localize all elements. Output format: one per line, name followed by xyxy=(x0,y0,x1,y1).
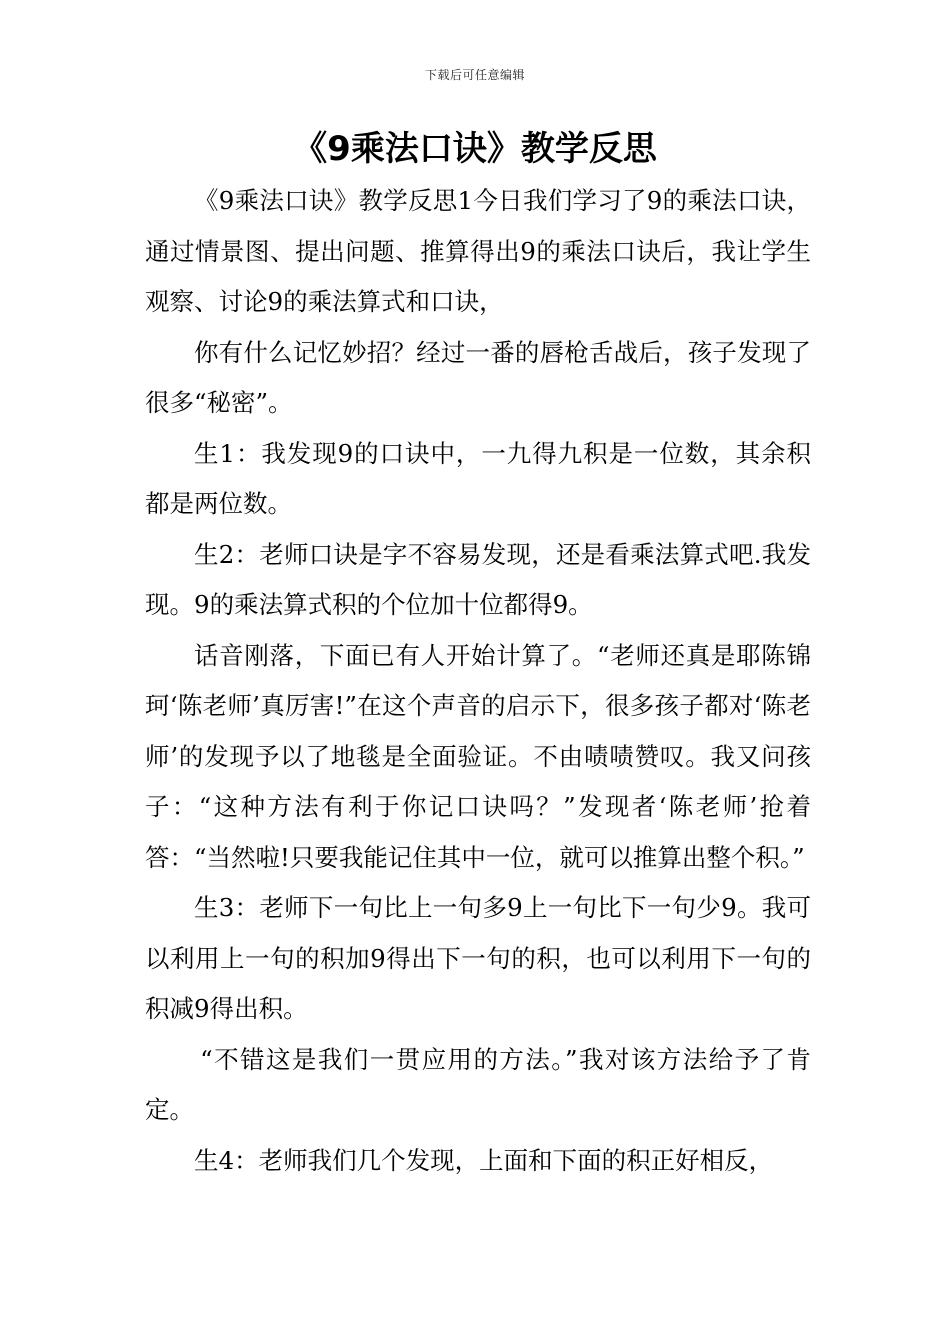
document-body xyxy=(145,176,811,1186)
paragraph: 生1：我发现9的口诀中，一九得九积是一位数，其余积都是两位数。 xyxy=(145,438,811,518)
paragraph: 话音刚落，下面已有人开始计算了。“老师还真是耶陈锦珂‘陈老师’真厉害!”在这个声音的启示下，很多孩子都对‘陈老师’的发现予以了地毯是全面验证。不由啧啧赞叹。我又问孩子：“这种方法有利于你记口诀吗？”发现者‘陈老师’抢着答：“当然啦!只要我能记住其中一位，就可以推算出整个积。” xyxy=(145,640,811,872)
paragraph: 你有什么记忆妙招？经过一番的唇枪舌战后，孩子发现了很多“秘密”。 xyxy=(145,337,811,417)
document-title: 《9乘法口诀》教学反思 xyxy=(293,129,657,169)
paragraph: 生4：老师我们几个发现，上面和下面的积正好相反， xyxy=(194,1145,774,1175)
paragraph: “不错这是我们一贯应用的方法。”我对该方法给予了肯定。 xyxy=(145,1044,811,1124)
header-note: 下载后可任意编辑 xyxy=(424,68,525,82)
paragraph: 生3：老师下一句比上一句多9上一句比下一句少9。我可以利用上一句的积加9得出下一句的积，也可以利用下一句的积减9得出积。 xyxy=(145,893,811,1023)
paragraph: 生2：老师口诀是字不容易发现，还是看乘法算式吧.我发现。9的乘法算式积的个位加十位都得9。 xyxy=(145,539,811,619)
paragraph: 《9乘法口诀》教学反思1今日我们学习了9的乘法口诀，通过情景图、提出问题、推算得出9的乘法口诀后，我让学生观察、讨论9的乘法算式和口诀， xyxy=(145,186,811,316)
